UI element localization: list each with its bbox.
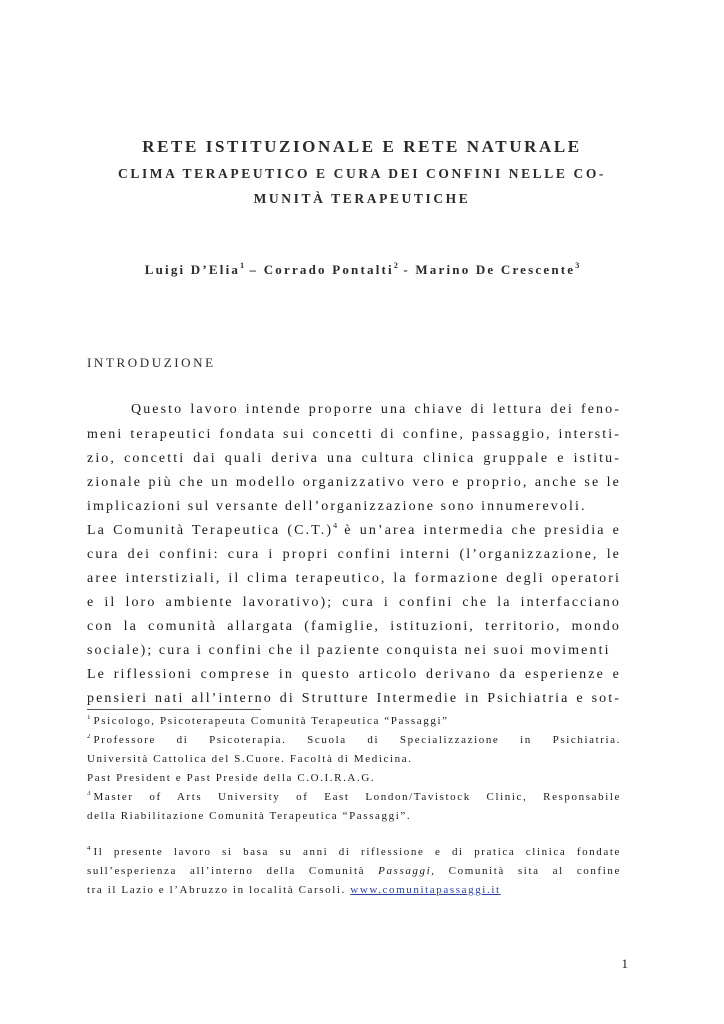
body-line: aree interstiziali, il clima terapeutico, la formazione degli operatori — [87, 571, 621, 586]
author-name: Marino De Crescente — [415, 262, 576, 277]
footnote-text: sull’esperienza all’interno della Comunità — [87, 865, 379, 877]
body-line: zionale più che un modello organizzativo vero e proprio, anche se le — [87, 475, 621, 490]
footnote-text: Psicologo, Psicoterapeuta Comunità Terapeutica “Passaggi” — [93, 715, 449, 727]
author-separator: – — [249, 262, 259, 277]
body-line: meni terapeutici fondata sui concetti di confine, passaggio, intersti- — [87, 427, 621, 442]
footnote-mark: 4 — [87, 846, 91, 852]
footnote-mark: 1 — [87, 715, 91, 721]
body-line: sociale); cura i confini che il paziente conquista nei suoi movimenti — [87, 643, 611, 658]
footnote-line — [87, 884, 621, 904]
footnote-ref-mark: 4 — [333, 523, 338, 530]
footnote-line — [87, 865, 621, 885]
body-line: Le riflessioni comprese in questo articolo derivano da esperienze e — [87, 667, 621, 682]
footnote-line: Università Cattolica del S.Cuore. Facoltà di Medicina. — [87, 753, 413, 765]
body-text: è un’area intermedia che presidia e — [337, 523, 621, 538]
page-number: 1 — [621, 956, 628, 971]
body-text: La Comunità Terapeutica (C.T.) — [87, 523, 334, 538]
body-line: cura dei confini: cura i propri confini interni (l’organizzazione, le — [87, 547, 621, 562]
author-name: Luigi D’Elia — [144, 262, 241, 277]
author-footnote-mark: 3 — [575, 261, 580, 270]
title-line-2: CLIMA TERAPEUTICO E CURA DEI CONFINI NELLE CO- — [117, 166, 607, 181]
title-line-1: RETE ISTITUZIONALE E RETE NATURALE — [142, 137, 582, 156]
author-footnote-mark: 1 — [240, 261, 245, 270]
footnote-1 — [87, 715, 621, 735]
author-separator: - — [403, 262, 410, 277]
footnote-2 — [87, 734, 621, 754]
footnote-text: , Comunità sita al confine — [431, 865, 621, 877]
author-list — [0, 262, 724, 278]
footnote-line: Past President e Past Preside della C.O.I.R.A.G. — [87, 772, 376, 784]
footnote-italic-text: Passaggi — [378, 865, 432, 877]
section-heading: INTRODUZIONE — [87, 355, 216, 370]
author-name: Corrado Pontalti — [263, 262, 394, 277]
footnote-3 — [87, 791, 621, 811]
body-line: implicazioni sul versante dell’organizzazione sono innumerevoli. — [87, 499, 587, 514]
body-line: con la comunità allargata (famiglie, istituzioni, territorio, mondo — [87, 619, 621, 634]
footnote-mark: 3 — [87, 791, 91, 797]
body-line: Questo lavoro intende proporre una chiave di lettura dei feno- — [131, 402, 621, 417]
title-line-3: MUNITÀ TERAPEUTICHE — [253, 191, 471, 206]
body-line — [87, 523, 621, 547]
footnote-text: tra il Lazio e l’Abruzzo in località Carsoli. — [87, 884, 351, 896]
footnote-4 — [87, 846, 621, 866]
body-line: e il loro ambiente lavorativo); cura i confini che la interfacciano — [87, 595, 621, 610]
footnote-line: della Riabilitazione Comunità Terapeutica “Passaggi”. — [87, 810, 412, 822]
footnote-text: Il presente lavoro si basa su anni di riflessione e di pratica clinica fondate — [93, 846, 621, 858]
footnote-text: Professore di Psicoterapia. Scuola di Specializzazione in Psichiatria. — [93, 734, 621, 746]
footnote-divider — [87, 709, 261, 710]
body-line: pensieri nati all’interno di Strutture Intermedie in Psichiatria e sot- — [87, 691, 621, 706]
footnote-mark: 2 — [87, 734, 91, 740]
author-footnote-mark: 2 — [393, 261, 398, 270]
website-link[interactable]: www.comunitapassaggi.it — [350, 884, 501, 896]
body-line: zio, concetti dai quali deriva una cultura clinica gruppale e istitu- — [87, 451, 621, 466]
footnote-text: Master of Arts University of East London/Tavistock Clinic, Responsabile — [93, 791, 621, 803]
